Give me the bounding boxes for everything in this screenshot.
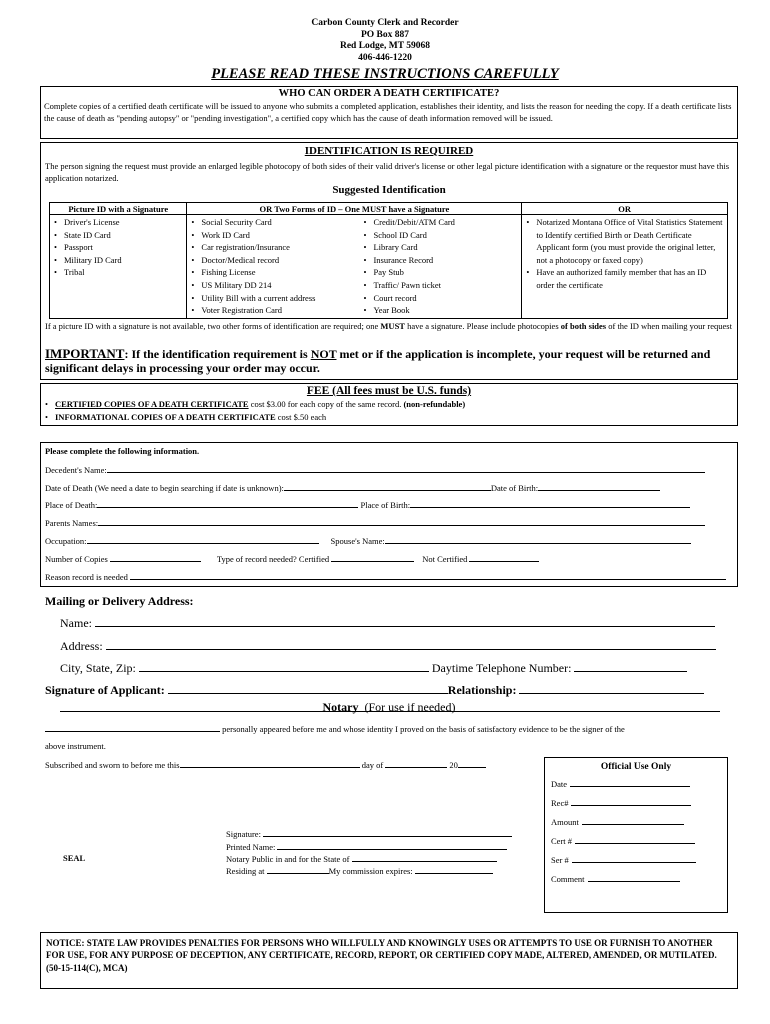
date-row: Date of Death (We need a date to begin searching if date is unknown): Date of Birth:: [45, 481, 660, 494]
picture-id-item: • Driver's License: [52, 216, 184, 229]
sworn-year-input[interactable]: [458, 758, 486, 768]
col-or-header: OR: [522, 203, 728, 215]
official-field-input[interactable]: [588, 872, 680, 882]
mailing-title: Mailing or Delivery Address:: [45, 594, 194, 608]
seal-label: SEAL: [63, 853, 86, 863]
sworn-row: Subscribed and sworn to before me this day of 20: [45, 758, 486, 771]
alternate-id-item: • Have an authorized family member that has an ID order the certificate: [524, 266, 725, 291]
signature-row: Signature of Applicant: Relationship:: [45, 683, 704, 697]
official-field-label: Date: [551, 779, 568, 789]
picture-id-list: [52, 216, 184, 279]
notary-subtitle: (For use if needed): [364, 700, 456, 714]
spouse-name-input[interactable]: [385, 534, 691, 544]
id-form-item: • Court record: [361, 292, 519, 305]
id-form-item: • Voter Registration Card: [189, 304, 357, 317]
picture-id-item: • Military ID Card: [52, 254, 184, 267]
official-field-label: Comment: [551, 874, 585, 884]
notary-residing-row: Residing at My commission expires:: [226, 864, 493, 877]
id-form-item: • Car registration/Insurance: [189, 241, 357, 254]
official-field-row: [551, 872, 727, 885]
mail-city-input[interactable]: [139, 661, 429, 672]
alternate-id-list: [524, 216, 725, 292]
parents-row: Parents Names:: [45, 516, 705, 529]
who-title: WHO CAN ORDER A DEATH CERTIFICATE?: [278, 88, 500, 99]
official-use-box: [544, 757, 728, 913]
fee-certified: • CERTIFIED COPIES OF A DEATH CERTIFICATE cost $3.00 for each copy of the same record. (non-refundable): [43, 398, 737, 411]
po-box: PO Box 887: [360, 29, 410, 40]
certified-input[interactable]: [331, 552, 414, 562]
occupation-input[interactable]: [87, 534, 319, 544]
notary-line1: personally appeared before me and whose identity I proved on the basis of satisfactory evidence to be the signer of the: [45, 722, 625, 735]
notary-signature-input[interactable]: [263, 827, 512, 837]
mail-name-row: Name:: [60, 616, 715, 630]
official-field-row: [551, 853, 727, 866]
daytime-phone-input[interactable]: [574, 661, 687, 672]
id-form-item: • Social Security Card: [189, 216, 357, 229]
number-of-copies-input[interactable]: [110, 552, 201, 562]
commission-expires-input[interactable]: [415, 864, 493, 874]
official-field-label: Amount: [551, 817, 579, 827]
id-form-item: • Traffic/ Pawn ticket: [361, 279, 519, 292]
place-row: Place of Death: Place of Birth:: [45, 498, 690, 511]
copies-row: Number of Copies Type of record needed? Certified Not Certified: [45, 552, 539, 565]
fee-title: FEE (All fees must be U.S. funds): [306, 385, 472, 397]
place-of-death-input[interactable]: [97, 498, 358, 508]
col-two-forms-header: OR Two Forms of ID – One MUST have a Signature: [187, 203, 522, 215]
office-phone: 406-446-1220: [358, 52, 412, 63]
fee-informational: • INFORMATIONAL COPIES OF A DEATH CERTIFICATE cost $.50 each: [43, 411, 737, 424]
id-form-item: • Work ID Card: [189, 229, 357, 242]
col-picture-id-header: Picture ID with a Signature: [50, 203, 187, 215]
who-text: Complete copies of a certified death certificate will be issued to anyone who submits a completed application, establishes their identity, and lists the reason for needing the copy. If a death certificate lists the cause of death as "pending autopsy" or "pending investigation", a certified copy which has the cause of death information removed will be issued.: [44, 101, 732, 123]
id-form-item: • Insurance Record: [361, 254, 519, 267]
official-field-label: Cert #: [551, 836, 573, 846]
id-form-item: • Year Book: [361, 304, 519, 317]
picture-id-item: • Tribal: [52, 266, 184, 279]
mail-city-row: City, State, Zip: Daytime Telephone Number:: [60, 661, 687, 675]
official-field-row: [551, 777, 727, 790]
occupation-row: Occupation: Spouse's Name:: [45, 534, 691, 547]
id-form-item: • School ID Card: [361, 229, 519, 242]
picture-id-item: • Passport: [52, 241, 184, 254]
reason-row: Reason record is needed: [45, 570, 726, 583]
id-form-item: • Credit/Debit/ATM Card: [361, 216, 519, 229]
decedent-name-row: Decedent's Name:: [45, 463, 705, 476]
notary-title: Notary: [322, 700, 359, 714]
office-name: Carbon County Clerk and Recorder: [311, 18, 459, 28]
notary-signature-row: Signature:: [226, 827, 512, 840]
sworn-date-input[interactable]: [180, 758, 360, 768]
official-field-label: Ser #: [551, 855, 569, 865]
identification-text: The person signing the request must provide an enlarged legible photocopy of both sides of their valid driver's license or other legal picture identification with a signature or the requestor must have this application notarized.: [45, 161, 730, 183]
main-title: PLEASE READ THESE INSTRUCTIONS CAREFULLY: [211, 66, 559, 82]
place-of-birth-input[interactable]: [410, 498, 690, 508]
reason-input[interactable]: [130, 570, 726, 580]
notary-line2: above instrument.: [45, 741, 106, 751]
official-field-input[interactable]: [575, 834, 695, 844]
notary-residence-input[interactable]: [267, 864, 329, 874]
official-field-row: [551, 815, 727, 828]
id-form-item: • Doctor/Medical record: [189, 254, 357, 267]
date-of-death-input[interactable]: [284, 481, 491, 491]
form-intro: Please complete the following information.: [45, 446, 200, 456]
important-notice: IMPORTANT: If the identification requirement is NOT met or if the application is incomplete, your request will be returned and significant delays in processing your order may occur.: [45, 346, 711, 375]
notary-public-row: Notary Public in and for the State of: [226, 852, 497, 865]
notary-person-input[interactable]: [45, 722, 220, 732]
id-form-item: • Fishing License: [189, 266, 357, 279]
official-field-input[interactable]: [582, 815, 684, 825]
official-field-row: [551, 834, 727, 847]
suggested-id-table: [49, 202, 728, 319]
picture-id-item: • State ID Card: [52, 229, 184, 242]
mail-address-input[interactable]: [106, 639, 716, 650]
legal-notice: NOTICE: STATE LAW PROVIDES PENALTIES FOR PERSONS WHO WILLFULLY AND KNOWINGLY USES OR ATTEMPTS TO USE OR FURNISH TO ANOTHER FOR USE, FOR ANY PURPOSE OF DECEPTION, ANY CERTIFICATE, RECORD, REPORT, OR CERTIFIED COPY MADE, ALTERED, AMENDED, OR MUTILATED. (50-15-114(C), MCA): [40, 932, 738, 989]
not-certified-input[interactable]: [469, 552, 539, 562]
id-form-item: • Library Card: [361, 241, 519, 254]
applicant-signature-input[interactable]: [168, 683, 448, 694]
suggested-id-title: Suggested Identification: [332, 184, 446, 196]
two-forms-list-b: [361, 216, 519, 317]
official-field-row: [551, 796, 727, 809]
official-field-label: Rec#: [551, 798, 569, 808]
mail-name-input[interactable]: [95, 616, 715, 627]
alternate-id-item: • Notarized Montana Office of Vital Statistics Statement to Identify certified Birth or Death Certificate Applicant form (you must provide the original letter, not a photocopy or faxed copy): [524, 216, 725, 266]
identification-title: IDENTIFICATION IS REQUIRED: [304, 145, 474, 157]
date-of-birth-input[interactable]: [538, 481, 660, 491]
sworn-month-input[interactable]: [385, 758, 447, 768]
notary-heading: [40, 701, 738, 714]
who-section: [40, 86, 738, 139]
id-note: If a picture ID with a signature is not available, two other forms of identification are required; one MUST have a signature. Please include photocopies of both sides of the ID when mailing your request: [45, 321, 732, 331]
two-forms-list-a: [189, 216, 357, 317]
official-field-input[interactable]: [572, 853, 696, 863]
id-form-item: • US Military DD 214: [189, 279, 357, 292]
mail-address-row: Address:: [60, 639, 716, 653]
official-field-input[interactable]: [570, 777, 690, 787]
official-use-title: Official Use Only: [600, 762, 672, 772]
id-form-item: • Utility Bill with a current address: [189, 292, 357, 305]
id-form-item: • Pay Stub: [361, 266, 519, 279]
parents-names-input[interactable]: [98, 516, 705, 526]
notary-printed-row: Printed Name:: [226, 840, 507, 853]
fee-section: [40, 383, 738, 426]
office-city: Red Lodge, MT 59068: [339, 41, 431, 51]
notary-state-input[interactable]: [352, 852, 497, 862]
official-field-input[interactable]: [571, 796, 691, 806]
relationship-input[interactable]: [519, 683, 704, 694]
decedent-name-input[interactable]: [107, 463, 705, 473]
notary-printed-name-input[interactable]: [277, 840, 507, 850]
